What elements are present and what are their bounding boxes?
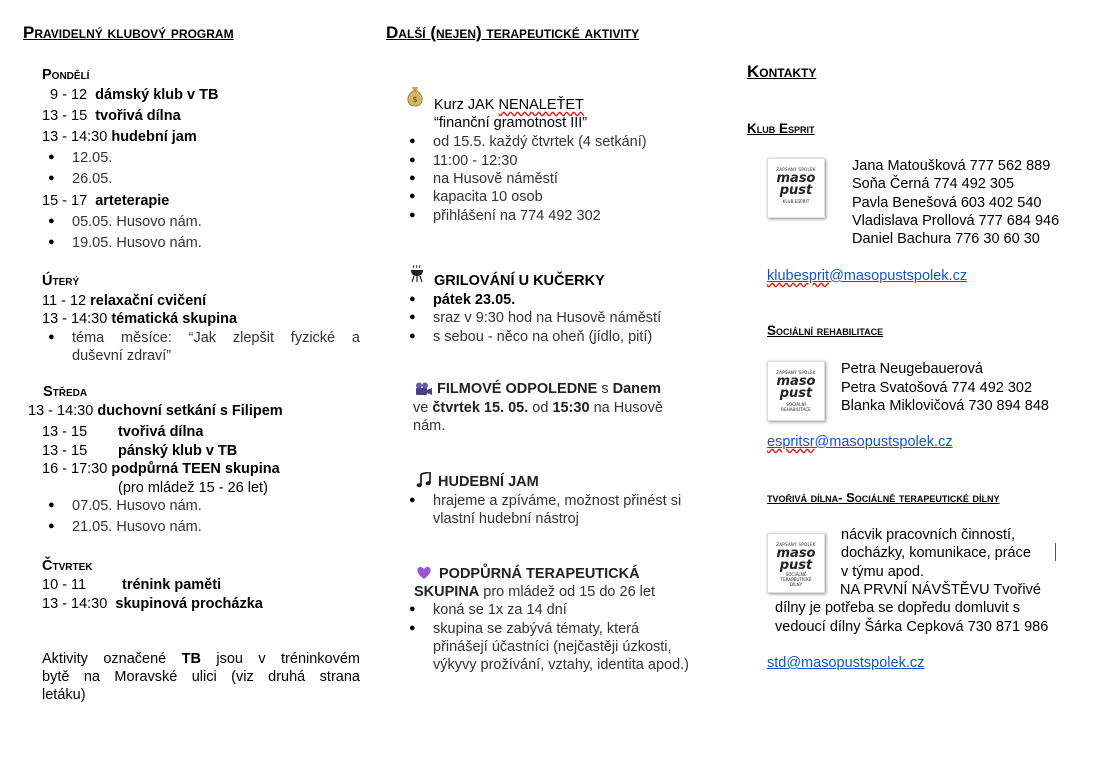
monday-row-2: 13 - 15 tvořivá dílna [42, 108, 181, 124]
bullet-icon: ● [48, 172, 55, 184]
bullet-icon: ● [48, 236, 55, 248]
social-title: Sociální rehabilitace [767, 323, 884, 338]
workshop-line-2: docházky, komunikace, práce [841, 545, 1031, 561]
column1-title: Pravidelný klubový program [23, 23, 234, 42]
esprit-contact-2: Soňa Černá 774 492 305 [852, 176, 1015, 192]
bullet-icon: ● [409, 330, 416, 342]
wednesday-row-4: 16 - 17:30 podpůrná TEEN skupina [42, 461, 280, 477]
tuesday-row-1: 11 - 12 relaxační cvičení [42, 293, 207, 309]
social-email-link[interactable]: espritsr@masopustspolek.cz [767, 434, 953, 450]
wednesday-heading: Středa [43, 384, 88, 400]
film-date-line: ve čtvrtek 15. 05. od 15:30 na Husově [413, 400, 663, 416]
bullet-icon: ● [409, 209, 416, 221]
tb-note-line-2: bytě na Moravské ulici (viz druhá strana [42, 669, 360, 685]
wednesday-row-4-note: (pro mládež 15 - 26 let) [118, 480, 268, 496]
workshop-line-4: NA PRVNÍ NÁVŠTĚVU Tvořivé [840, 582, 1041, 598]
wednesday-row-1: 13 - 14:30 duchovní setkání s Filipem [28, 403, 283, 419]
monday-row-4: 15 - 17 arteterapie [42, 193, 170, 209]
tuesday-topic-line-2: duševní zdraví” [72, 348, 172, 364]
text-cursor [1055, 543, 1056, 561]
esprit-contact-4: Vladislava Prollová 777 684 946 [852, 213, 1060, 229]
wednesday-date-2: 21.05. Husovo nám. [72, 519, 202, 535]
svg-text:$: $ [412, 95, 418, 104]
support-bullet-2-line-1: skupina se zabývá tématy, která [433, 621, 640, 637]
social-contact-2: Petra Svatošová 774 492 302 [841, 380, 1033, 396]
monday-row-1: 9 - 12 dámský klub v TB [50, 87, 219, 103]
music-bullet-line-2: vlastní hudební nástroj [433, 511, 579, 527]
music-note-icon [416, 472, 432, 488]
film-place-line: nám. [413, 418, 446, 434]
wednesday-date-1: 07.05. Husovo nám. [72, 498, 202, 514]
esprit-contact-1: Jana Matoušková 777 562 889 [852, 158, 1051, 174]
course-subtitle: “finanční gramotnost III” [434, 115, 588, 131]
masopust-social-logo: ZAPSANÝ SPOLEK maso pust SOCIÁLNÍ REHABILITACE [767, 361, 825, 421]
column2-title: Další (nejen) terapeutické aktivity [386, 23, 640, 42]
bullet-icon: ● [409, 172, 416, 184]
film-camera-icon [415, 382, 433, 396]
wednesday-row-3: 13 - 15 pánský klub v TB [42, 443, 238, 459]
monday-date-4: 19.05. Husovo nám. [72, 235, 202, 251]
workshop-line-3: v týmu apod. [841, 564, 925, 580]
esprit-contact-3: Pavla Benešová 603 402 540 [852, 195, 1042, 211]
course-bullet-4: kapacita 10 osob [433, 189, 543, 205]
bullet-icon: ● [48, 499, 55, 511]
bullet-icon: ● [409, 190, 416, 202]
film-title-line: FILMOVÉ ODPOLEDNE s Danem [437, 381, 661, 397]
course-title: Kurz JAK NENALEŤET [434, 97, 584, 113]
support-title-line-2: SKUPINA pro mládež od 15 do 26 let [414, 584, 655, 600]
bullet-icon: ● [409, 135, 416, 147]
masopust-workshop-logo: ZAPSANÝ SPOLEK maso pust SOCIÁLNĚ TERAPEUTICKÉ DÍLNY [767, 533, 825, 593]
monday-date-1: 12.05. [72, 150, 113, 166]
bullet-icon: ● [409, 603, 416, 615]
bullet-icon: ● [409, 311, 416, 323]
social-contact-1: Petra Neugebauerová [841, 361, 983, 377]
support-title-line-1: PODPŮRNÁ TERAPEUTICKÁ [439, 566, 640, 582]
grill-bullet-3: s sebou - něco na oheň (jídlo, pití) [433, 329, 653, 345]
course-bullet-5: přihlášení na 774 492 302 [433, 208, 601, 224]
tuesday-heading: Úterý [42, 273, 80, 289]
music-title: HUDEBNÍ JAM [438, 474, 539, 490]
thursday-heading: Čtvrtek [42, 558, 93, 574]
bullet-icon: ● [48, 151, 55, 163]
money-bag-icon [406, 85, 424, 107]
heart-icon [416, 566, 432, 580]
tb-note-line-3: letáku) [42, 687, 86, 703]
bullet-icon: ● [409, 622, 416, 634]
masopust-esprit-logo: ZAPSANÝ SPOLEK maso pust KLUB ESPRIT [767, 158, 825, 218]
support-bullet-1: koná se 1x za 14 dní [433, 602, 567, 618]
grill-icon [410, 265, 424, 283]
support-bullet-2-line-3: výkyvy prožívání, vztahy, identita apod.) [433, 657, 690, 673]
thursday-row-1: 10 - 11 trénink paměti [42, 577, 222, 593]
tuesday-topic-line-1: téma měsíce: “Jak zlepšit fyzické a [72, 330, 360, 346]
music-bullet-line-1: hrajeme a zpíváme, možnost přinést si [433, 493, 682, 509]
tb-note-line-1: Aktivity označené TB jsou v tréninkovém [42, 651, 361, 667]
esprit-title: Klub Esprit [747, 121, 815, 136]
bullet-icon: ● [409, 293, 416, 305]
bullet-icon: ● [48, 331, 55, 343]
workshop-line-1: nácvik pracovních činností, [841, 527, 1016, 543]
thursday-row-2: 13 - 14:30 skupinová procházka [42, 596, 263, 612]
social-contact-3: Blanka Miklovičová 730 894 848 [841, 398, 1049, 414]
workshop-email-link[interactable]: std@masopustspolek.cz [767, 655, 925, 671]
bullet-icon: ● [409, 154, 416, 166]
support-bullet-2-line-2: přinášejí účastníci (nejčastěji úzkosti, [433, 639, 672, 655]
wednesday-row-2: 13 - 15 tvořivá dílna [42, 424, 204, 440]
grill-bullet-1: pátek 23.05. [433, 292, 516, 308]
column3-title: Kontakty [747, 62, 817, 81]
bullet-icon: ● [48, 520, 55, 532]
workshop-line-5: dílny je potřeba se dopředu domluvit s [775, 600, 1021, 616]
course-bullet-1: od 15.5. každý čtvrtek (4 setkání) [433, 134, 647, 150]
esprit-contact-5: Daniel Bachura 776 30 60 30 [852, 231, 1040, 247]
workshop-line-6: vedoucí dílny Šárka Cepková 730 871 986 [775, 619, 1049, 635]
bullet-icon: ● [48, 215, 55, 227]
course-bullet-3: na Husově náměstí [433, 171, 558, 187]
monday-date-2: 26.05. [72, 171, 113, 187]
monday-row-3: 13 - 14:30 hudební jam [42, 129, 197, 145]
course-bullet-2: 11:00 - 12:30 [433, 153, 518, 169]
monday-date-3: 05.05. Husovo nám. [72, 214, 202, 230]
esprit-email-link[interactable]: klubesprit@masopustspolek.cz [767, 268, 968, 284]
workshop-title: tvořivá dílna- Sociálně terapeutické dílny [767, 490, 1000, 505]
grill-bullet-2: sraz v 9:30 hod na Husově náměstí [433, 310, 662, 326]
tuesday-row-2: 13 - 14:30 tématická skupina [42, 311, 238, 327]
monday-heading: Pondělí [42, 67, 90, 83]
grill-title: GRILOVÁNÍ U KUČERKY [434, 273, 605, 289]
bullet-icon: ● [409, 494, 416, 506]
